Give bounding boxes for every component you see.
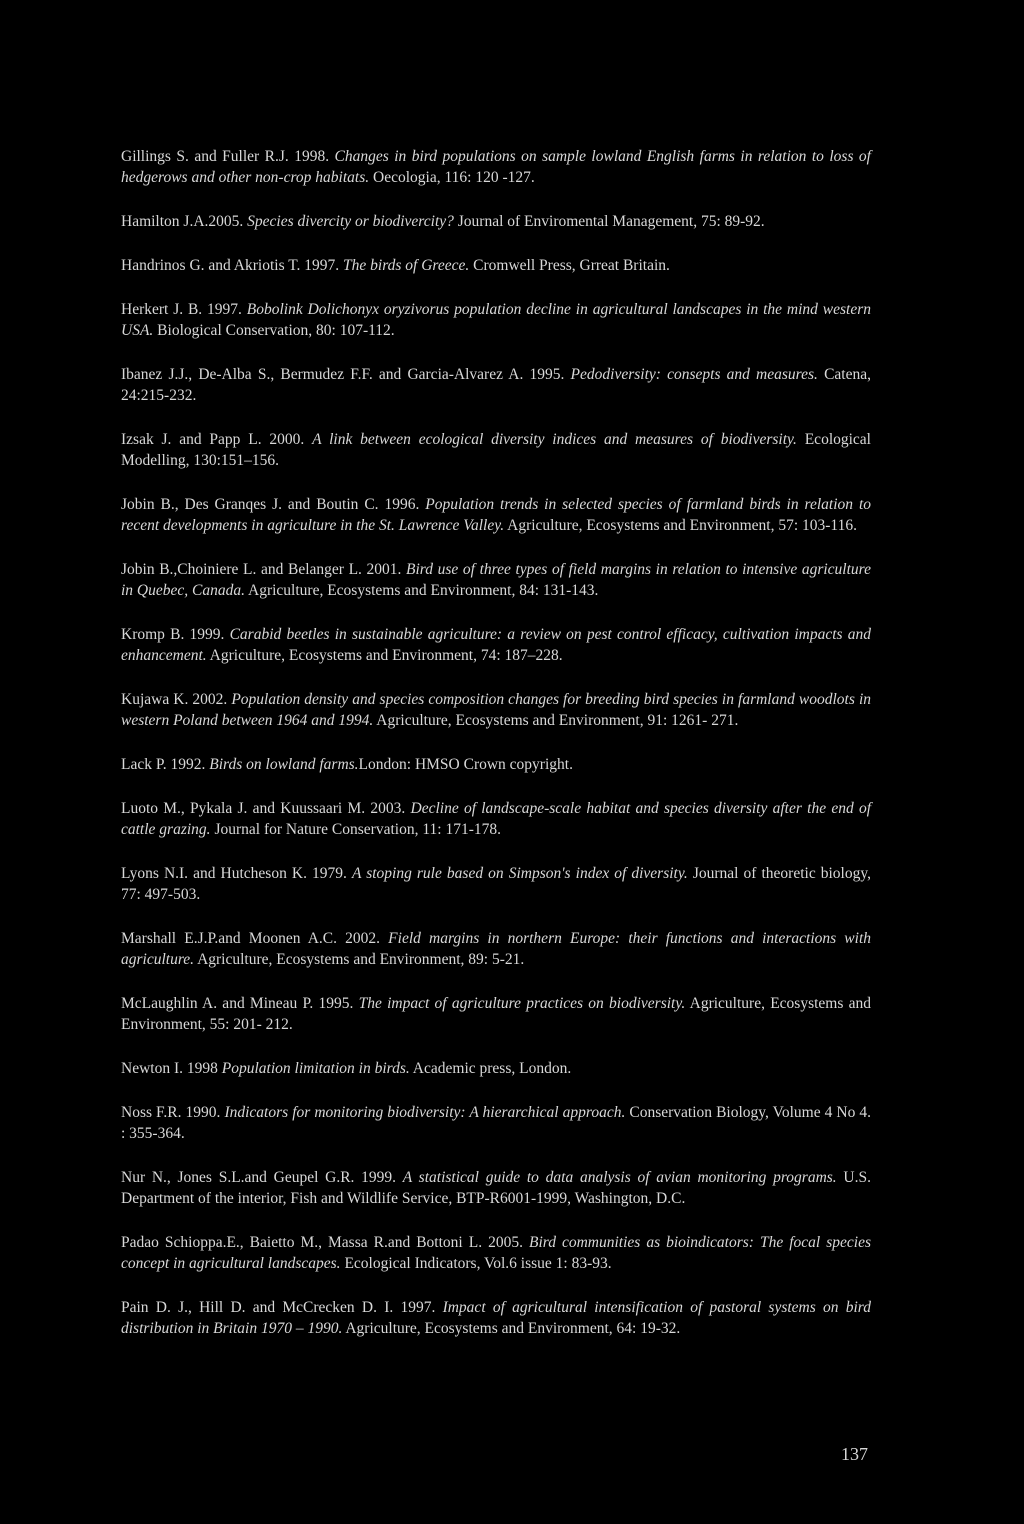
reference-entry xyxy=(121,559,871,601)
reference-authors-year: Kujawa K. 2002. xyxy=(121,691,232,708)
reference-title: The birds of Greece. xyxy=(343,257,470,274)
reference-authors-year: McLaughlin A. and Mineau P. 1995. xyxy=(121,995,359,1012)
reference-entry xyxy=(121,146,871,188)
reference-authors-year: Ibanez J.J., De-Alba S., Bermudez F.F. and Garcia-Alvarez A. 1995. xyxy=(121,366,571,383)
reference-entry xyxy=(121,624,871,666)
reference-authors-year: Jobin B., Des Granqes J. and Boutin C. 1996. xyxy=(121,496,426,513)
reference-source: London: HMSO Crown copyright. xyxy=(358,756,573,773)
reference-source: Cromwell Press, Grreat Britain. xyxy=(469,257,670,274)
reference-title: Indicators for monitoring biodiversity: A hierarchical approach. xyxy=(224,1104,626,1121)
reference-authors-year: Padao Schioppa.E., Baietto M., Massa R.and Bottoni L. 2005. xyxy=(121,1234,529,1251)
reference-authors-year: Pain D. J., Hill D. and McCrecken D. I. 1997. xyxy=(121,1299,443,1316)
reference-title: Pedodiversity: consepts and measures. xyxy=(570,366,818,383)
reference-title: Species divercity or biodivercity? xyxy=(247,213,454,230)
reference-entry xyxy=(121,299,871,341)
reference-authors-year: Izsak J. and Papp L. 2000. xyxy=(121,431,313,448)
reference-source: Oecologia, 116: 120 -127. xyxy=(369,169,535,186)
reference-source: Ecological Modelling, 130:151–156. xyxy=(121,431,871,469)
reference-entry xyxy=(121,255,871,276)
reference-source: Agriculture, Ecosystems and Environment, 84: 131-143. xyxy=(244,582,599,599)
reference-authors-year: Luoto M., Pykala J. and Kuussaari M. 2003. xyxy=(121,800,411,817)
reference-source: U.S. Department of the interior, Fish and Wildlife Service, BTP-R6001-1999, Washington, D.C. xyxy=(121,1169,871,1207)
reference-title: Bird use of three types of field margins in relation to intensive agriculture in Quebec, Canada. xyxy=(121,561,872,599)
reference-source: Journal of theoretic biology, 77: 497-503. xyxy=(121,865,871,903)
reference-title: Carabid beetles in sustainable agriculture: a review on pest control efficacy, cultivation impacts and enhancement. xyxy=(121,626,871,664)
reference-title: A statistical guide to data analysis of avian monitoring programs. xyxy=(402,1169,837,1186)
reference-source: Agriculture, Ecosystems and Environment, 89: 5-21. xyxy=(194,951,525,968)
reference-title: Bobolink Dolichonyx oryzivorus population decline in agricultural landscapes in the mind western USA. xyxy=(121,301,871,339)
page-number: 137 xyxy=(841,1444,868,1464)
reference-authors-year: Newton I. 1998 xyxy=(121,1060,222,1077)
reference-title: Population trends in selected species of farmland birds in relation to recent developments in agriculture in the St. Lawrence Valley. xyxy=(121,496,871,534)
reference-authors-year: Lack P. 1992. xyxy=(121,756,210,773)
reference-title: A link between ecological diversity indices and measures of biodiversity. xyxy=(312,431,797,448)
reference-authors-year: Gillings S. and Fuller R.J. 1998. xyxy=(121,148,335,165)
reference-entry xyxy=(121,863,871,905)
reference-title: Changes in bird populations on sample lowland English farms in relation to loss of hedgerows and other non-crop habitats. xyxy=(121,148,871,186)
reference-title: Population density and species composition changes for breeding bird species in farmland woodlots in western Poland between 1964 and 1994. xyxy=(121,691,871,729)
reference-entry xyxy=(121,211,871,232)
reference-authors-year: Jobin B.,Choiniere L. and Belanger L. 2001. xyxy=(121,561,407,578)
reference-title: Population limitation in birds. xyxy=(221,1060,410,1077)
reference-source: Agriculture, Ecosystems and Environment, 74: 187–228. xyxy=(206,647,563,664)
reference-entry xyxy=(121,429,871,471)
reference-authors-year: Lyons N.I. and Hutcheson K. 1979. xyxy=(121,865,352,882)
reference-entry xyxy=(121,1058,871,1079)
reference-title: The impact of agriculture practices on biodiversity. xyxy=(358,995,686,1012)
reference-entry xyxy=(121,494,871,536)
reference-entry xyxy=(121,1167,871,1209)
reference-entry xyxy=(121,798,871,840)
reference-source: Catena, 24:215-232. xyxy=(121,366,871,404)
reference-entry xyxy=(121,364,871,406)
reference-source: Conservation Biology, Volume 4 No 4. : 355-364. xyxy=(121,1104,871,1142)
reference-authors-year: Handrinos G. and Akriotis T. 1997. xyxy=(121,257,344,274)
reference-authors-year: Nur N., Jones S.L.and Geupel G.R. 1999. xyxy=(121,1169,403,1186)
reference-title: Bird communities as bioindicators: The focal species concept in agricultural landscapes. xyxy=(121,1234,871,1272)
reference-title: A stoping rule based on Simpson's index of diversity. xyxy=(351,865,688,882)
reference-authors-year: Herkert J. B. 1997. xyxy=(121,301,247,318)
reference-list xyxy=(121,146,871,1362)
reference-source: Agriculture, Ecosystems and Environment, 55: 201- 212. xyxy=(121,995,871,1033)
reference-entry xyxy=(121,1102,871,1144)
reference-entry xyxy=(121,689,871,731)
reference-source: Biological Conservation, 80: 107-112. xyxy=(153,322,395,339)
reference-entry xyxy=(121,993,871,1035)
reference-entry xyxy=(121,754,871,775)
reference-source: Agriculture, Ecosystems and Environment, 64: 19-32. xyxy=(342,1320,681,1337)
reference-authors-year: Marshall E.J.P.and Moonen A.C. 2002. xyxy=(121,930,389,947)
reference-source: Agriculture, Ecosystems and Environment, 91: 1261- 271. xyxy=(373,712,739,729)
reference-title: Birds on lowland farms. xyxy=(209,756,359,773)
reference-authors-year: Noss F.R. 1990. xyxy=(121,1104,225,1121)
reference-entry xyxy=(121,1297,871,1339)
reference-source: Academic press, London. xyxy=(409,1060,572,1077)
reference-entry xyxy=(121,928,871,970)
reference-title: Decline of landscape-scale habitat and species diversity after the end of cattle grazing. xyxy=(121,800,871,838)
reference-title: Field margins in northern Europe: their functions and interactions with agriculture. xyxy=(121,930,872,968)
reference-source: Journal for Nature Conservation, 11: 171-178. xyxy=(210,821,501,838)
reference-authors-year: Kromp B. 1999. xyxy=(121,626,230,643)
reference-title: Impact of agricultural intensification of pastoral systems on bird distribution in Britain 1970 – 1990. xyxy=(121,1299,871,1337)
reference-authors-year: Hamilton J.A.2005. xyxy=(121,213,248,230)
reference-source: Agriculture, Ecosystems and Environment, 57: 103-116. xyxy=(504,517,857,534)
reference-source: Journal of Enviromental Management, 75: 89-92. xyxy=(453,213,765,230)
reference-source: Ecological Indicators, Vol.6 issue 1: 83-93. xyxy=(340,1255,612,1272)
reference-entry xyxy=(121,1232,871,1274)
